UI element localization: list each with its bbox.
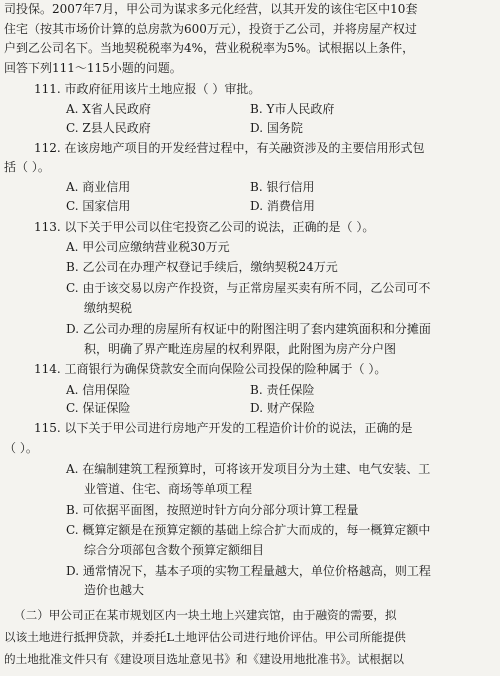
q113-option-d-line-2[interactable]: 积，明确了界产毗连房屋的权利界限，此附图为房产分户图	[84, 341, 397, 356]
q111-option-a[interactable]: A. X省人民政府	[66, 102, 151, 117]
section-2	[4, 604, 496, 676]
q111-option-d[interactable]: D. 国务院	[250, 120, 303, 135]
q114-option-d[interactable]: D. 财产保险	[250, 401, 315, 416]
q111-option-b[interactable]: B. Y市人民政府	[250, 102, 335, 117]
q114-stem: 114. 工商银行为确保贷款安全而向保险公司投保的险种属于（ ）。	[34, 362, 387, 377]
q113-option-c-line-2[interactable]: 缴纳契税	[84, 301, 133, 316]
q112-option-b[interactable]: B. 银行信用	[250, 180, 315, 195]
q113-option-a[interactable]: A. 甲公司应缴纳营业税30万元	[66, 239, 230, 254]
q111-stem: 111. 市政府征用该片土地应报（ ）审批。	[34, 81, 261, 96]
q115-stem-line-2: （ ）。	[4, 441, 38, 456]
q113-option-c-line-1[interactable]: C. 由于该交易以房产作投资，与正常房屋买卖有所不同，乙公司可不	[66, 280, 431, 295]
section-2-line-1: （二）甲公司正在某市规划区内一块土地上兴建宾馆，由于融资的需要，拟	[14, 608, 397, 622]
q115-stem-line-1: 115. 以下关于甲公司进行房地产开发的工程造价计价的说法，正确的是	[34, 420, 413, 435]
q115-option-a-line-1[interactable]: A. 在编制建筑工程预算时，可将该开发项目分为土建、电气安装、工	[66, 461, 431, 476]
section-2-line-3: 的土地批准文件只有《建设项目选址意见书》和《建设用地批准书》。试根据以	[4, 652, 404, 666]
q112-option-a[interactable]: A. 商业信用	[66, 180, 131, 195]
section-2-line-2: 以该土地进行抵押贷款，并委托L土地评估公司进行地价评估。甲公司所能提供	[4, 630, 406, 644]
q113-stem: 113. 以下关于甲公司以住宅投资乙公司的说法，正确的是（ ）。	[34, 219, 375, 234]
q112-option-d[interactable]: D. 消费信用	[250, 199, 315, 213]
q115-option-a-line-2[interactable]: 业管道、住宅、商场等单项工程	[84, 482, 253, 497]
q112-stem-line-2: 括（ ）。	[4, 160, 50, 174]
q115-option-c-line-2[interactable]: 综合分项部包含数个预算定额细目	[84, 543, 265, 558]
intro-line-4: 回答下列111～115小题的问题。	[4, 60, 182, 75]
q114-option-c[interactable]: C. 保证保险	[66, 401, 131, 416]
intro-line-3: 户到乙公司名下。当地契税税率为4%，营业税税率为5%。试根据以上条件，	[4, 41, 415, 56]
q115-option-d-line-1[interactable]: D. 通常情况下，基本子项的实物工程量越大，单位价格越高，则工程	[66, 563, 431, 578]
q115-option-b[interactable]: B. 可依据平面图，按照逆时针方向分部分项计算工程量	[66, 502, 359, 517]
q115-option-c-line-1[interactable]: C. 概算定额是在预算定额的基础上综合扩大而成的，每一概算定额中	[66, 523, 431, 537]
q113-option-d-line-1[interactable]: D. 乙公司办理的房屋所有权证中的附图注明了套内建筑面积和分摊面	[66, 321, 431, 336]
q115-option-d-line-2[interactable]: 造价也越大	[84, 582, 145, 597]
q114-option-b[interactable]: B. 责任保险	[250, 382, 315, 397]
intro-line-1: 司投保。2007年7月，甲公司为谋求多元化经营，以其开发的该住宅区中10套	[4, 2, 418, 16]
q112-option-c[interactable]: C. 国家信用	[66, 199, 131, 213]
q114-option-a[interactable]: A. 信用保险	[66, 382, 131, 397]
q113-option-b[interactable]: B. 乙公司在办理产权登记手续后，缴纳契税24万元	[66, 260, 338, 275]
q112-stem-line-1: 112. 在该房地产项目的开发经营过程中，有关融资涉及的主要信用形式包	[34, 140, 425, 155]
q111-option-c[interactable]: C. Z县人民政府	[66, 120, 151, 135]
intro-line-2: 住宅（按其市场价计算的总房款为600万元），投资于乙公司，并将房屋产权过	[4, 21, 417, 36]
